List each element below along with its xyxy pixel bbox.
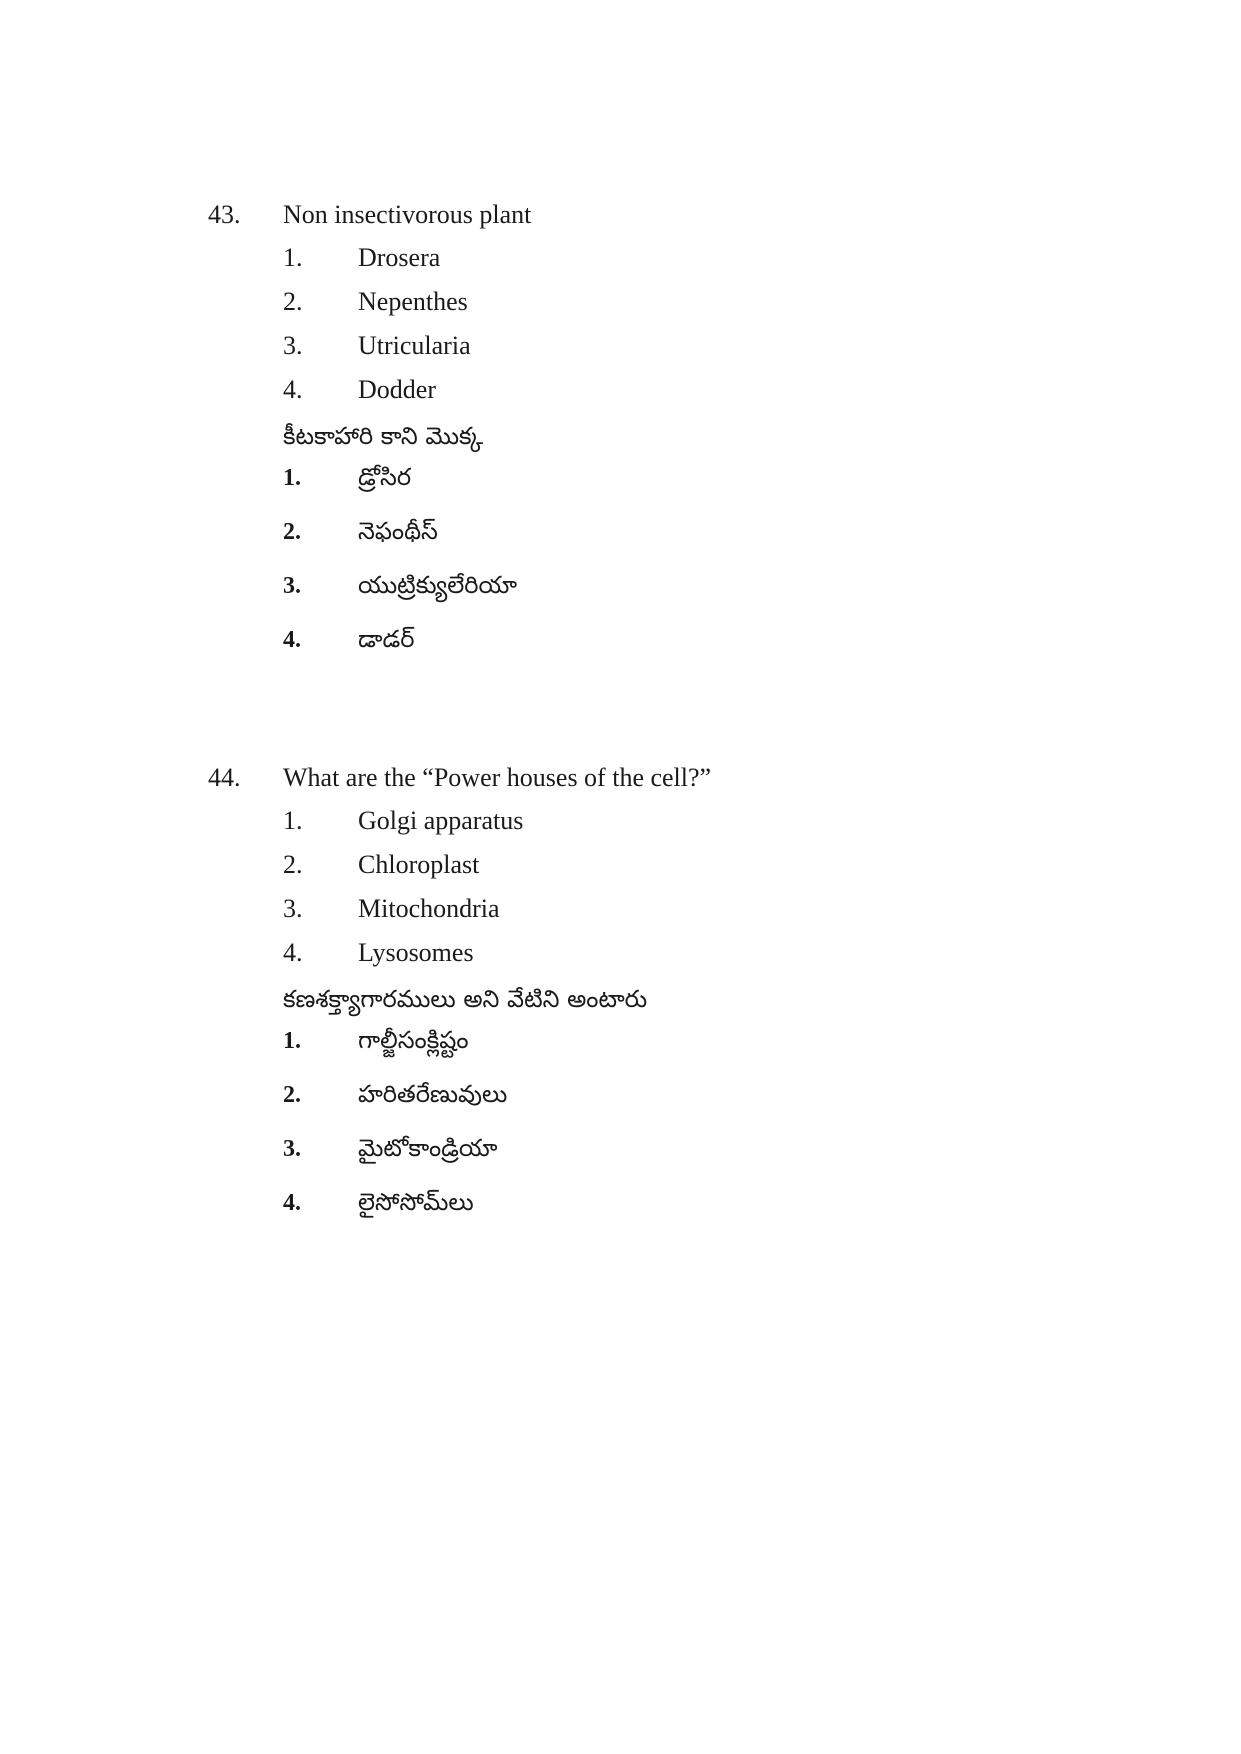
question-header [208,763,1108,793]
question-text-te: కణశక్త్యాగారములు అని వేటిని అంటారు [283,985,648,1013]
question-44 [208,763,1108,1242]
option-label: మైటోకాండ్రియా [358,1134,498,1162]
option-en-2 [283,287,1108,331]
option-number: 2. [283,850,303,879]
option-label: హరితరేణువులు [358,1080,508,1108]
option-number: 4. [283,1190,301,1216]
option-label: యుట్రిక్యులేరియా [358,571,518,599]
option-en-3 [283,894,1108,938]
question-text-en: What are the “Power houses of the cell?” [283,763,712,792]
question-number: 43. [208,200,241,229]
option-label: Dodder [358,375,436,404]
option-te-4 [283,625,1108,679]
option-label: నెఫంథీస్ [358,517,438,545]
option-label: Mitochondria [358,894,500,923]
option-te-1 [283,1026,1108,1080]
option-label: Drosera [358,243,441,272]
option-number: 3. [283,331,303,360]
option-number: 2. [283,287,303,316]
option-number: 4. [283,627,301,653]
option-number: 3. [283,573,301,599]
option-en-4 [283,375,1108,419]
option-number: 3. [283,894,303,923]
option-number: 4. [283,375,303,404]
option-en-4 [283,938,1108,982]
option-te-4 [283,1188,1108,1242]
option-te-1 [283,463,1108,517]
option-number: 2. [283,1082,301,1108]
option-label: డాడర్ [358,625,415,653]
question-number: 44. [208,763,241,792]
options-te [283,463,1108,679]
option-te-3 [283,1134,1108,1188]
option-label: Chloroplast [358,850,480,879]
option-label: డ్రోసిర [358,463,412,491]
option-number: 3. [283,1136,301,1162]
options-te [283,1026,1108,1242]
option-te-3 [283,571,1108,625]
option-label: Utricularia [358,331,471,360]
options-en [283,806,1108,982]
option-number: 4. [283,938,303,967]
option-number: 1. [283,806,303,835]
option-number: 1. [283,465,301,491]
option-en-3 [283,331,1108,375]
option-label: Nepenthes [358,287,468,316]
options-en [283,243,1108,419]
question-43 [208,200,1108,679]
option-label: లైసోసోమ్‌లు [358,1188,474,1216]
question-text-te: కీటకాహారి కాని మొక్క [283,422,484,450]
option-en-2 [283,850,1108,894]
question-text-en: Non insectivorous plant [283,200,532,229]
question-header [208,200,1108,230]
option-number: 1. [283,1028,301,1054]
option-label: గాల్జీసంక్లిష్టం [358,1026,469,1054]
option-label: Lysosomes [358,938,474,967]
option-number: 1. [283,243,303,272]
option-te-2 [283,517,1108,571]
option-en-1 [283,806,1108,850]
option-te-2 [283,1080,1108,1134]
option-number: 2. [283,519,301,545]
option-label: Golgi apparatus [358,806,524,835]
option-en-1 [283,243,1108,287]
